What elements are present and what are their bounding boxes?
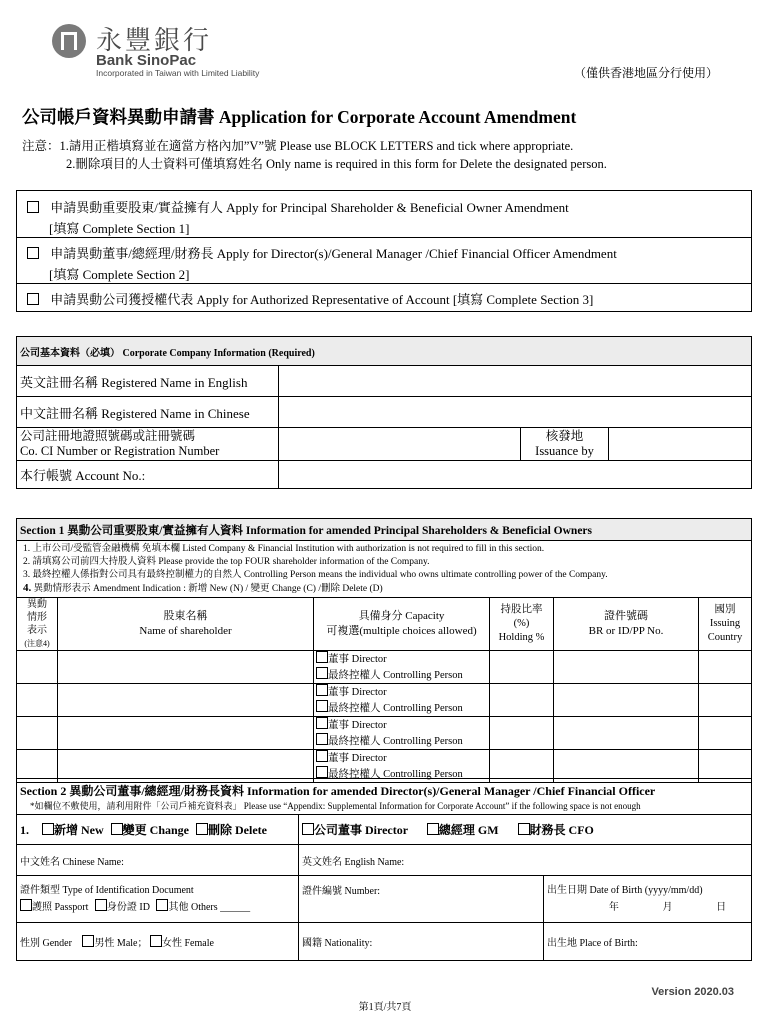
day-label: 日 [716, 902, 727, 913]
id-number-cell[interactable] [554, 684, 699, 717]
gender-label: 性別 Gender [20, 938, 72, 949]
director-label: 董事 Director [328, 753, 387, 764]
col-amendment-label: 異動情形表示 [27, 599, 47, 636]
shareholder-row [17, 717, 752, 750]
dob-field[interactable] [544, 876, 752, 923]
director-role-checkbox[interactable] [302, 823, 314, 835]
section2-note: *如欄位不敷使用，請利用附件「公司戶補充資料表」 Please use “Appendix: Supplemental Information for Corporate Account” if the following space is not enough [30, 801, 641, 811]
director-label: 董事 Director [328, 687, 387, 698]
director-checkbox[interactable] [316, 717, 328, 729]
cfo-label: 財務長 CFO [529, 823, 594, 837]
company-info-header: 公司基本資料（必填） Corporate Company Information (Required) [17, 337, 752, 366]
col-holding [490, 598, 554, 651]
id-number-field[interactable]: 證件編號 Number: [299, 876, 544, 923]
country-cell[interactable] [699, 651, 752, 684]
col-country [699, 598, 752, 651]
change-label: 變更 Change [122, 823, 190, 837]
col-shareholder-name-cn: 股東名稱 [163, 610, 208, 622]
col-shareholder-name-en: Name of shareholder [139, 625, 232, 637]
gm-label: 總經理 GM [438, 823, 499, 837]
director-label: 董事 Director [328, 720, 387, 731]
controller-checkbox[interactable] [316, 700, 328, 712]
holding-cell[interactable] [490, 717, 554, 750]
col-capacity-en: 可複選(multiple choices allowed) [326, 625, 477, 637]
col-amendment [17, 598, 58, 651]
director-role-label: 公司董事 Director [314, 823, 408, 837]
ci-number-input[interactable] [279, 428, 521, 461]
section1-note-2: 2. 請填寫公司前四大持股人資料 Please provide the top FOUR shareholder information of the Company. [23, 557, 430, 567]
section1-notes [17, 541, 752, 598]
male-label: 男性 Male； [94, 938, 148, 949]
nationality-field[interactable]: 國籍 Nationality: [299, 923, 544, 961]
issuance-label-en: Issuance by [535, 444, 594, 458]
option-shareholder-row [17, 191, 751, 238]
capacity-cell [314, 717, 490, 750]
bank-name-en: Bank SinoPac [96, 52, 197, 69]
option-authorized-label: 申請異動公司獲授權代表 Apply for Authorized Representative of Account [填寫 Complete Section 3] [50, 292, 594, 307]
name-en-label: 英文註冊名稱 Registered Name in English [17, 366, 279, 397]
issuance-label [521, 428, 609, 461]
col-id-number-cn: 證件號碼 [604, 610, 648, 622]
passport-label: 護照 Passport [32, 902, 89, 913]
ci-number-label-en: Co. CI Number or Registration Number [20, 444, 220, 458]
name-en-input[interactable] [279, 366, 752, 397]
delete-checkbox[interactable] [196, 823, 208, 835]
male-checkbox[interactable] [82, 935, 94, 947]
col-id-number-en: BR or ID/PP No. [588, 625, 664, 637]
col-holding-cn: 持股比率 [500, 604, 543, 615]
section2-header-cell [17, 779, 752, 815]
company-info-table [16, 336, 752, 489]
option-director-row [17, 237, 751, 284]
col-country-en1: Issuing [709, 618, 741, 629]
section1-note-3: 3. 最終控權人係指對公司具有最終控制權力的自然人 Controlling Person means the individual who owns ultimate controlling power of the Company. [23, 570, 608, 580]
id-number-cell[interactable] [554, 717, 699, 750]
shareholder-name-cell[interactable] [58, 717, 314, 750]
col-country-en2: Country [707, 632, 743, 643]
controller-checkbox[interactable] [316, 733, 328, 745]
col-capacity-cn: 具備身分 Capacity [358, 610, 445, 622]
id-type-label: 證件類型 Type of Identification Document [20, 885, 194, 896]
version-label: Version 2020.03 [651, 986, 734, 998]
others-checkbox[interactable] [156, 899, 168, 911]
option-shareholder-label: 申請異動重要股東/實益擁有人 Apply for Principal Shareholder & Beneficial Owner Amendment [50, 200, 569, 215]
new-checkbox[interactable] [42, 823, 54, 835]
page-number: 第1頁/共7頁 [358, 1002, 412, 1013]
issuance-label-cn: 核發地 [545, 429, 584, 443]
account-input[interactable] [279, 461, 752, 489]
section1-header: Section 1 異動公司重要股東/實益擁有人資料 Information for amended Principal Shareholders & Beneficial Owners [17, 519, 752, 541]
col-holding-en: Holding % [498, 632, 545, 643]
controller-checkbox[interactable] [316, 667, 328, 679]
country-cell[interactable] [699, 684, 752, 717]
account-label: 本行帳號 Account No.: [17, 461, 279, 489]
option-director-checkbox[interactable] [27, 247, 39, 259]
name-cn-label: 中文註冊名稱 Registered Name in Chinese [17, 397, 279, 428]
col-shareholder-name [58, 598, 314, 651]
female-label: 女性 Female [161, 938, 214, 949]
section2-header: Section 2 異動公司董事/總經理/財務長資料 Information for amended Director(s)/General Manager /Chief Financial Officer [20, 784, 656, 798]
shareholder-row [17, 684, 752, 717]
option-director-section: [填寫 Complete Section 2] [49, 267, 190, 282]
col-id-number [554, 598, 699, 651]
others-label: 其他 Others ______ [168, 902, 251, 913]
section1-note-4-text: 異動情形表示 Amendment Indication : 新增 New (N) / 變更 Change (C) /刪除 Delete (D) [33, 584, 383, 594]
cfo-checkbox[interactable] [518, 823, 530, 835]
capacity-cell [314, 684, 490, 717]
instructions [22, 137, 607, 173]
id-type-cell [17, 876, 299, 923]
controller-label: 最終控權人 Controlling Person [328, 736, 463, 747]
controller-checkbox[interactable] [316, 766, 328, 778]
name-cn-input[interactable] [279, 397, 752, 428]
director-checkbox[interactable] [316, 750, 328, 762]
female-checkbox[interactable] [150, 935, 162, 947]
capacity-cell [314, 651, 490, 684]
director-checkbox[interactable] [316, 651, 328, 663]
amendment-cell[interactable] [17, 651, 58, 684]
col-capacity [314, 598, 490, 651]
issuance-input[interactable] [609, 428, 752, 461]
option-shareholder-section: [填寫 Complete Section 1] [49, 221, 190, 236]
shareholder-name-cell[interactable] [58, 651, 314, 684]
section1-note-1: 1. 上市公司/受監管金融機構 免填本欄 Listed Company & Financial Institution with authorization is not required to fill in this section. [23, 544, 545, 554]
ci-number-label [17, 428, 279, 461]
country-cell[interactable] [699, 717, 752, 750]
controller-label: 最終控權人 Controlling Person [328, 670, 463, 681]
gm-checkbox[interactable] [427, 823, 439, 835]
director-label: 董事 Director [328, 654, 387, 665]
controller-label: 最終控權人 Controlling Person [328, 703, 463, 714]
amendment-cell[interactable] [17, 684, 58, 717]
amendment-cell[interactable] [17, 717, 58, 750]
instruction-2: 2.刪除項目的人士資料可僅填寫姓名 Only name is required in this form for Delete the designated person. [66, 157, 607, 171]
col-country-cn: 國別 [714, 604, 736, 615]
role-cell [299, 815, 752, 845]
amend-type-cell [17, 815, 299, 845]
gender-cell [17, 923, 299, 961]
bank-logo [52, 22, 292, 78]
bank-name-cn: 永豐銀行 [96, 26, 213, 56]
section1-table [16, 518, 752, 783]
ci-number-label-cn: 公司註冊地證照號碼或註冊號碼 [20, 429, 196, 443]
col-holding-pct: (%) [513, 618, 530, 629]
delete-label: 刪除 Delete [208, 823, 267, 837]
application-options [16, 190, 752, 312]
col-amendment-note: (注意4) [24, 639, 50, 648]
bank-logo-icon [52, 24, 86, 58]
id-card-label: 身份證 ID [106, 902, 150, 913]
id-card-checkbox[interactable] [95, 899, 107, 911]
option-shareholder-checkbox[interactable] [27, 201, 39, 213]
branch-note: （僅供香港地區分行使用） [573, 66, 718, 80]
director-checkbox[interactable] [316, 684, 328, 696]
holding-cell[interactable] [490, 651, 554, 684]
option-authorized-row [17, 283, 751, 311]
page-title: 公司帳戶資料異動申請書 Application for Corporate Account Amendment [22, 107, 577, 127]
section1-note-4 [23, 582, 748, 596]
new-label: 新增 New [54, 823, 104, 837]
bank-subtitle: Incorporated in Taiwan with Limited Liability [96, 68, 260, 78]
option-authorized-checkbox[interactable] [27, 293, 39, 305]
english-name-field[interactable]: 英文姓名 English Name: [299, 845, 752, 876]
section2-item-number: 1. [20, 823, 29, 837]
instruction-1: 注意：1.請用正楷填寫並在適當方格內加”V”號 Please use BLOCK LETTERS and tick where appropriate. [22, 139, 574, 153]
id-number-cell[interactable] [554, 651, 699, 684]
passport-checkbox[interactable] [20, 899, 32, 911]
month-label: 月 [662, 902, 673, 913]
holding-cell[interactable] [490, 684, 554, 717]
change-checkbox[interactable] [111, 823, 123, 835]
year-label: 年 [608, 902, 619, 913]
dob-label: 出生日期 Date of Birth (yyyy/mm/dd) [547, 885, 703, 896]
shareholder-row [17, 651, 752, 684]
birthplace-field[interactable]: 出生地 Place of Birth: [544, 923, 752, 961]
section1-note-4-num: 4. [23, 582, 32, 594]
shareholder-name-cell[interactable] [58, 684, 314, 717]
section2-table [16, 778, 752, 961]
controller-label: 最終控權人 Controlling Person [328, 769, 463, 780]
chinese-name-field[interactable]: 中文姓名 Chinese Name: [17, 845, 299, 876]
option-director-label: 申請異動董事/總經理/財務長 Apply for Director(s)/General Manager /Chief Financial Officer Amendment [50, 246, 617, 261]
